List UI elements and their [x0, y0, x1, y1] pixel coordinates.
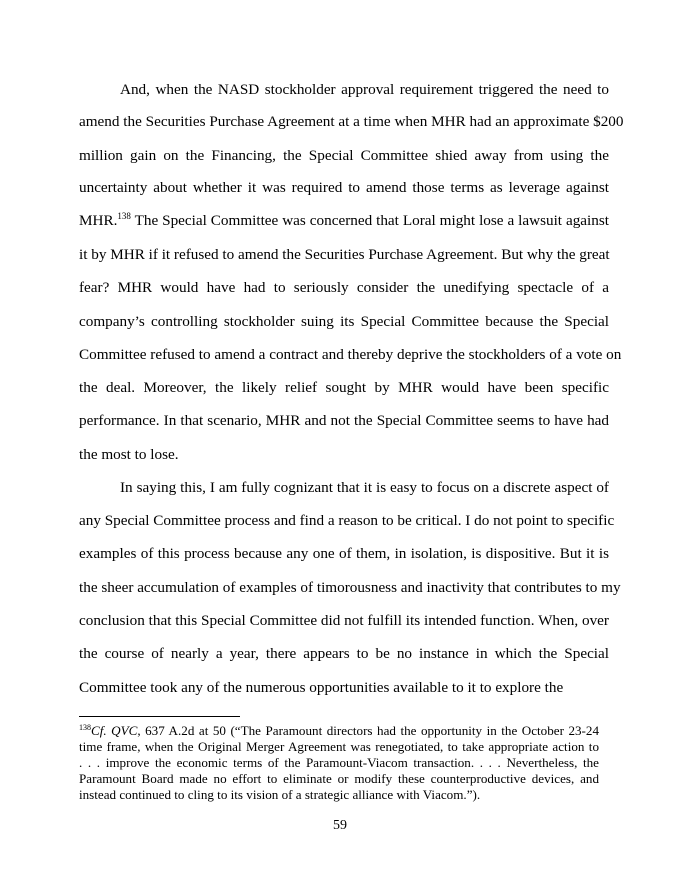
paragraph-1-line-9: Committee refused to amend a contract and thereby deprive the stockholders of a vote on	[79, 346, 622, 363]
footnote-line-1	[79, 723, 599, 738]
paragraph-1-line-11: performance. In that scenario, MHR and not the Special Committee seems to have had	[79, 412, 609, 429]
paragraph-1-line-3: million gain on the Financing, the Special Committee shied away from using the	[79, 147, 609, 164]
footnote-line-1-text: , 637 A.2d at 50 (“The Paramount directors had the opportunity in the October 23-24	[137, 723, 599, 738]
footnote-reference-138[interactable]: 138	[117, 211, 131, 221]
paragraph-1-line-6: it by MHR if it refused to amend the Securities Purchase Agreement. But why the great	[79, 246, 610, 263]
paragraph-1-line-7: fear? MHR would have had to seriously consider the unedifying spectacle of a	[79, 279, 609, 296]
paragraph-2-line-7: Committee took any of the numerous opportunities available to it to explore the	[79, 679, 564, 696]
footnote-line-2: time frame, when the Original Merger Agreement was renegotiated, to take appropriate action to	[79, 739, 599, 754]
paragraph-2-line-6: the course of nearly a year, there appears to be no instance in which the Special	[79, 645, 609, 662]
paragraph-1-line-2: amend the Securities Purchase Agreement at a time when MHR had an approximate $200	[79, 113, 624, 130]
paragraph-1-line-10: the deal. Moreover, the likely relief sought by MHR would have been specific	[79, 379, 609, 396]
paragraph-1-line-8: company’s controlling stockholder suing its Special Committee because the Special	[79, 313, 609, 330]
footnote-separator	[79, 716, 240, 717]
footnote-line-5: instead continued to cling to its vision of a strategic alliance with Viacom.”).	[79, 787, 481, 802]
paragraph-2-line-4: the sheer accumulation of examples of timorousness and inactivity that contributes to my	[79, 579, 621, 596]
footnote-line-4: Paramount Board made no effort to eliminate or modify these counterproductive devices, and	[79, 771, 599, 786]
line-5-start: MHR.	[79, 212, 118, 229]
paragraph-1-line-4: uncertainty about whether it was required to amend those terms as leverage against	[79, 179, 609, 196]
paragraph-2-line-1: In saying this, I am fully cognizant that it is easy to focus on a discrete aspect of	[120, 479, 609, 496]
paragraph-1-line-12: the most to lose.	[79, 446, 179, 463]
paragraph-2-line-5: conclusion that this Special Committee did not fulfill its intended function. When, over	[79, 612, 609, 629]
footnote-citation: Cf. QVC	[91, 723, 138, 738]
page-number: 59	[333, 818, 347, 833]
paragraph-1-line-1: And, when the NASD stockholder approval requirement triggered the need to	[120, 81, 609, 98]
footnote-line-3: . . . improve the economic terms of the Paramount-Viacom transaction. . . . Nevertheless, the	[79, 755, 599, 770]
footnote-number: 138	[79, 723, 91, 732]
paragraph-1-line-5	[79, 212, 609, 230]
paragraph-2-line-3: examples of this process because any one of them, in isolation, is dispositive. But it is	[79, 545, 609, 562]
line-5-end: The Special Committee was concerned that Loral might lose a lawsuit against	[130, 212, 609, 229]
paragraph-2-line-2: any Special Committee process and find a reason to be critical. I do not point to specific	[79, 512, 615, 529]
